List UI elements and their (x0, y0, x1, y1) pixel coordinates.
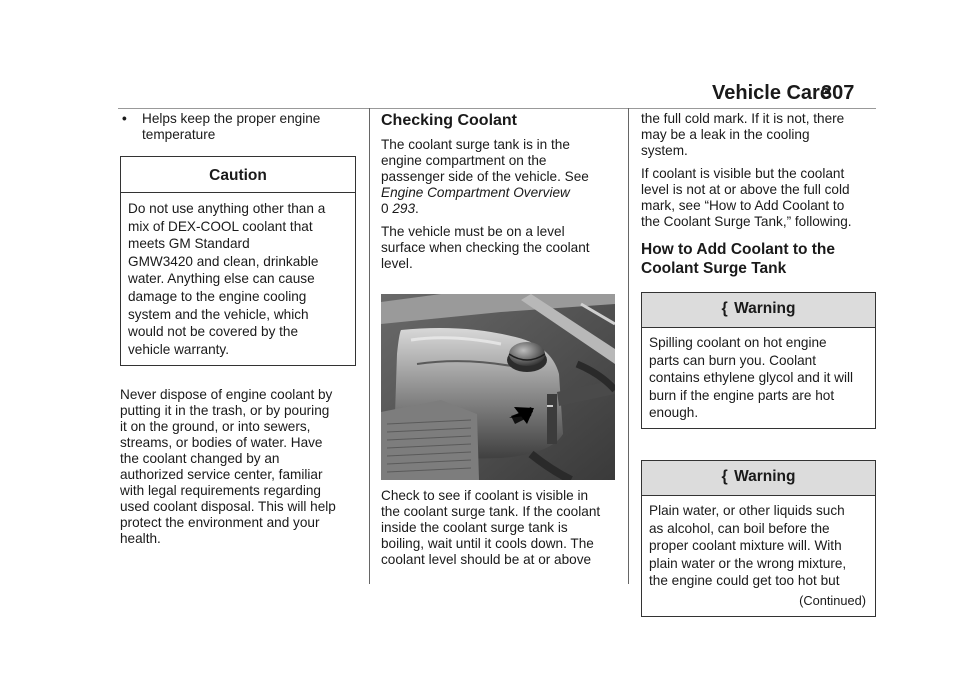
para-line: the full cold mark. If it is not, there (641, 111, 845, 126)
warning-body (642, 328, 875, 428)
caution-body (121, 193, 355, 365)
para-line: authorized service center, familiar (120, 467, 323, 483)
page-header (706, 80, 878, 106)
caution-line: system and the vehicle, which (128, 306, 309, 322)
warning-icon: { (721, 467, 728, 485)
caution-line: GMW3420 and clean, drinkable (128, 253, 319, 269)
warning-line: contains ethylene glycol and it will (649, 370, 854, 386)
para-line: level is not at or above the full cold (641, 182, 850, 197)
warning-icon: { (721, 300, 728, 317)
para-line: mark, see “How to Add Coolant to (641, 198, 845, 213)
ref-period: . (415, 201, 419, 216)
subsection-heading (641, 240, 876, 278)
warning-header (642, 461, 875, 496)
caution-title: Caution (121, 157, 355, 193)
para-line: engine compartment on the (381, 153, 547, 168)
page-number: 307 (821, 82, 855, 104)
warning-line: the engine could get too hot but (649, 573, 840, 589)
column-divider-2 (628, 108, 629, 584)
intro-paragraph (381, 137, 616, 217)
bullet-marker: • (122, 111, 127, 126)
caution-line: damage to the engine cooling (128, 288, 307, 304)
column-divider-1 (369, 108, 370, 584)
bullet-text: Helps keep the proper engine temperature (142, 111, 321, 142)
warning-line: proper coolant mixture will. With (649, 538, 842, 554)
para-line: putting it in the trash, or by pouring (120, 403, 330, 419)
caution-line: water. Anything else can cause (128, 271, 315, 287)
caution-line: would not be covered by the (128, 324, 299, 340)
section-title: Vehicle Care (712, 82, 831, 104)
warning-header (642, 293, 875, 328)
warning-title: Warning (734, 467, 796, 485)
para-line: the coolant changed by an (120, 451, 280, 467)
column-middle (381, 108, 616, 568)
disposal-paragraph (120, 387, 356, 547)
check-paragraph (381, 488, 616, 568)
level-paragraph (381, 224, 616, 272)
warning-body (642, 496, 875, 616)
caution-line: mix of DEX-COOL coolant that (128, 218, 313, 234)
para-line: protect the environment and your (120, 515, 320, 531)
continued-paragraph (641, 111, 876, 159)
para-line: health. (120, 531, 161, 547)
para-line: The vehicle must be on a level (381, 224, 565, 239)
warning-box-2 (641, 460, 876, 617)
section-heading: Checking Coolant (381, 112, 518, 129)
caution-line: vehicle warranty. (128, 341, 229, 357)
para-line: inside the coolant surge tank is (381, 520, 568, 535)
para-line: with legal requirements regarding (120, 483, 321, 499)
para-line: streams, or bodies of water. Have (120, 435, 323, 451)
warning-line: as alcohol, can boil before the (649, 520, 830, 536)
para-line: The coolant surge tank is in the (381, 137, 570, 152)
warning-line: Spilling coolant on hot engine (649, 335, 827, 350)
warning-line: parts can burn you. Coolant (649, 352, 817, 368)
para-line: may be a leak in the cooling (641, 127, 810, 142)
warning-line: enough. (649, 405, 699, 421)
page-ref-icon: 0 (381, 201, 389, 216)
para-line: surface when checking the coolant (381, 240, 590, 255)
column-right (641, 108, 876, 617)
para-line: Never dispose of engine coolant by (120, 387, 333, 403)
para-line: Check to see if coolant is visible in (381, 488, 589, 503)
warning-line: Plain water, or other liquids such (649, 502, 845, 518)
page-ref-number: 293 (392, 201, 416, 216)
warning-line: burn if the engine parts are hot (649, 387, 835, 403)
column-left (120, 108, 356, 547)
heading-line: Coolant Surge Tank (641, 260, 787, 277)
para-line: it on the ground, or into sewers, (120, 419, 311, 435)
para-line: the Coolant Surge Tank,” following. (641, 214, 852, 229)
cross-reference-link[interactable]: Engine Compartment Overview (381, 185, 570, 200)
caution-line: Do not use anything other than a (128, 201, 326, 216)
caution-box (120, 156, 356, 366)
coolant-tank-illustration (381, 294, 615, 480)
para-line: boiling, wait until it cools down. The (381, 536, 594, 551)
warning-line: plain water or the wrong mixture, (649, 555, 847, 571)
warning-title: Warning (734, 300, 796, 317)
para-line: level. (381, 256, 413, 271)
warning-box-1 (641, 292, 876, 429)
para-line: system. (641, 143, 688, 158)
caution-line: meets GM Standard (128, 236, 250, 252)
continued-label: (Continued) (799, 592, 866, 608)
para-line: coolant level should be at or above (381, 552, 592, 567)
bullet-item (120, 111, 356, 143)
heading-line: How to Add Coolant to the (641, 241, 835, 258)
full-cold-paragraph (641, 166, 876, 230)
para-line: the coolant surge tank. If the coolant (381, 504, 601, 519)
cross-reference-page[interactable] (381, 201, 616, 217)
para-line: passenger side of the vehicle. See (381, 169, 589, 184)
para-line: If coolant is visible but the coolant (641, 166, 845, 181)
para-line: used coolant disposal. This will help (120, 499, 336, 515)
